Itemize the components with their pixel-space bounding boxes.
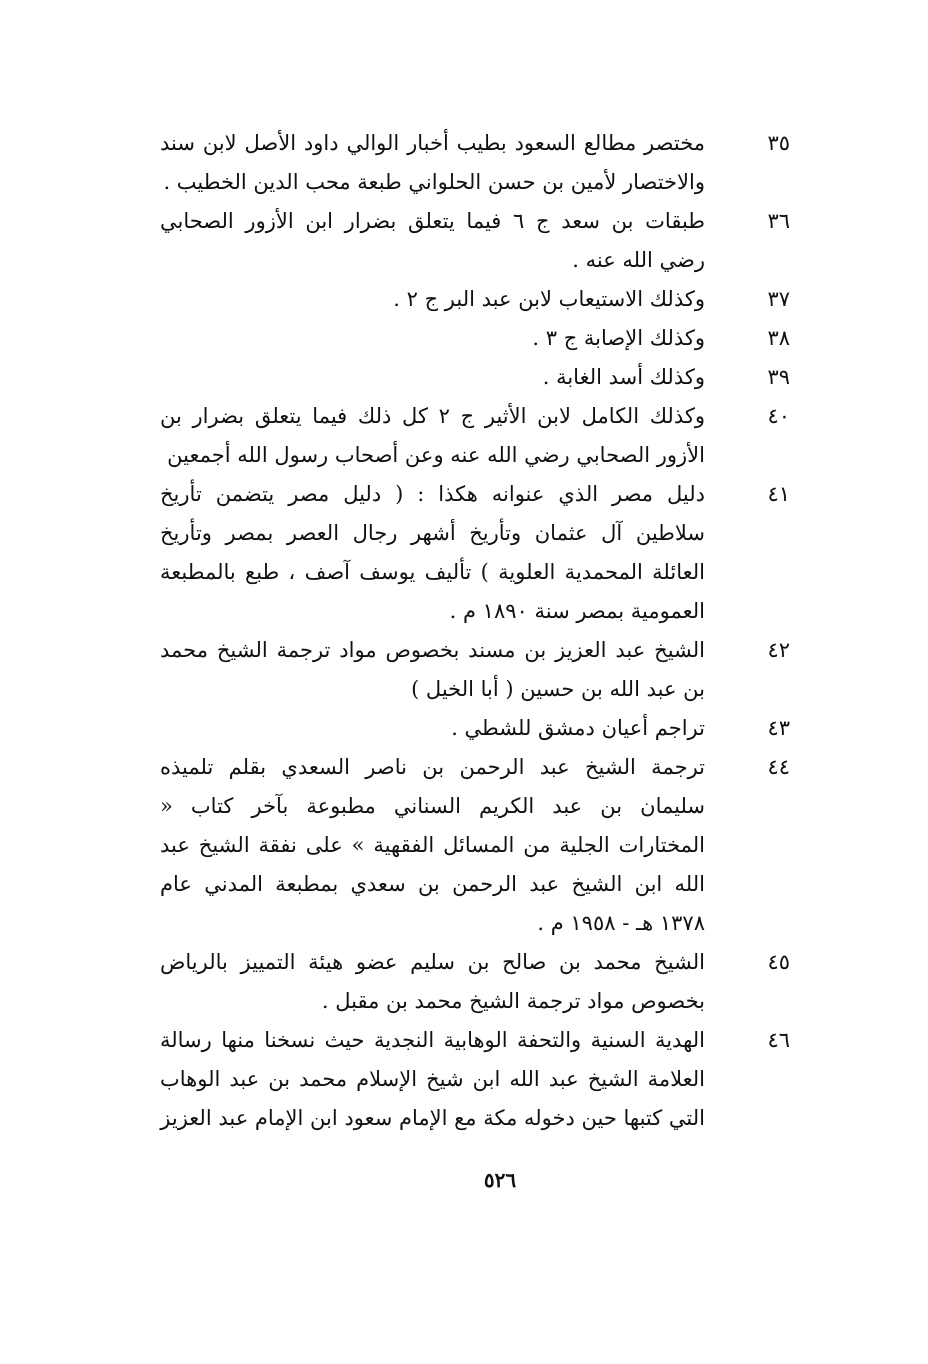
entry-text: الهدية السنية والتحفة الوهابية النجدية حيث نسخنا منها رسالة العلامة الشيخ عبد الله ابن شيخ الإسلام محمد بن عبد الوهاب التي كتبها حين دخوله مكة مع الإمام سعود ابن الإمام عبد العزيز [160,1028,705,1130]
list-item [160,709,800,748]
list-item [160,748,800,943]
entry-text: تراجم أعيان دمشق للشطي . [451,716,705,740]
entry-number: ٤٠ [767,404,790,428]
list-item [160,397,800,475]
entry-text: طبقات بن سعد ج ٦ فيما يتعلق بضرار ابن الأزور الصحابي رضي الله عنه . [160,209,705,272]
list-item [160,631,800,709]
entry-text: الشيخ محمد بن صالح بن سليم عضو هيئة التمييز بالرياض بخصوص مواد ترجمة الشيخ محمد بن مقبل . [160,950,705,1013]
entry-number: ٣٨ [767,326,790,350]
entry-number: ٣٩ [767,365,790,389]
entry-number: ٤١ [767,482,790,506]
entry-text: مختصر مطالع السعود بطيب أخبار الوالي داود الأصل لابن سند والاختصار لأمين بن حسن الحلواني طبعة محب الدين الخطيب . [160,131,705,194]
list-item [160,124,800,202]
entry-number: ٤٣ [767,716,790,740]
list-item [160,475,800,631]
entry-text: وكذلك الاستيعاب لابن عبد البر ج ٢ . [393,287,705,311]
entry-number: ٣٧ [767,287,790,311]
entry-number: ٤٢ [767,638,790,662]
reference-list [160,124,800,1138]
entry-number: ٤٦ [767,1028,790,1052]
list-item [160,202,800,280]
entry-text: ترجمة الشيخ عبد الرحمن بن ناصر السعدي بقلم تلميذه سليمان بن عبد الكريم السناني مطبوعة بآخر كتاب « المختارات الجلية من المسائل الفقهية » على نفقة الشيخ عبد الله ابن الشيخ عبد الرحمن بن سعدي بمطبعة المدني عام ١٣٧٨ هـ - ١٩٥٨ م . [160,755,706,935]
entry-number: ٣٥ [767,131,790,155]
list-item [160,1021,800,1138]
entry-text: وكذلك الكامل لابن الأثير ج ٢ كل ذلك فيما يتعلق بضرار بن الأزور الصحابي رضي الله عنه وعن أصحاب رسول الله أجمعين [160,404,705,467]
list-item [160,280,800,319]
list-item [160,358,800,397]
entry-number: ٤٤ [767,755,790,779]
entry-number: ٣٦ [767,209,790,233]
list-item [160,943,800,1021]
list-item [160,319,800,358]
entry-text: الشيخ عبد العزيز بن مسند بخصوص مواد ترجمة الشيخ محمد بن عبد الله بن حسين ( أبا الخيل ) [160,638,705,701]
entry-text: دليل مصر الذي عنوانه هكذا : ( دليل مصر يتضمن تأريخ سلاطين آل عثمان وتأريخ أشهر رجال العصر بمصر وتأريخ العائلة المحمدية العلوية ) تأليف يوسف آصف ، طبع بالمطبعة العمومية بمصر سنة ١٨٩٠ م . [160,482,705,623]
entry-number: ٤٥ [767,950,790,974]
entry-text: وكذلك أسد الغابة . [542,365,705,389]
page-number: ٥٢٦ [483,1168,517,1192]
entry-text: وكذلك الإصابة ج ٣ . [532,326,705,350]
